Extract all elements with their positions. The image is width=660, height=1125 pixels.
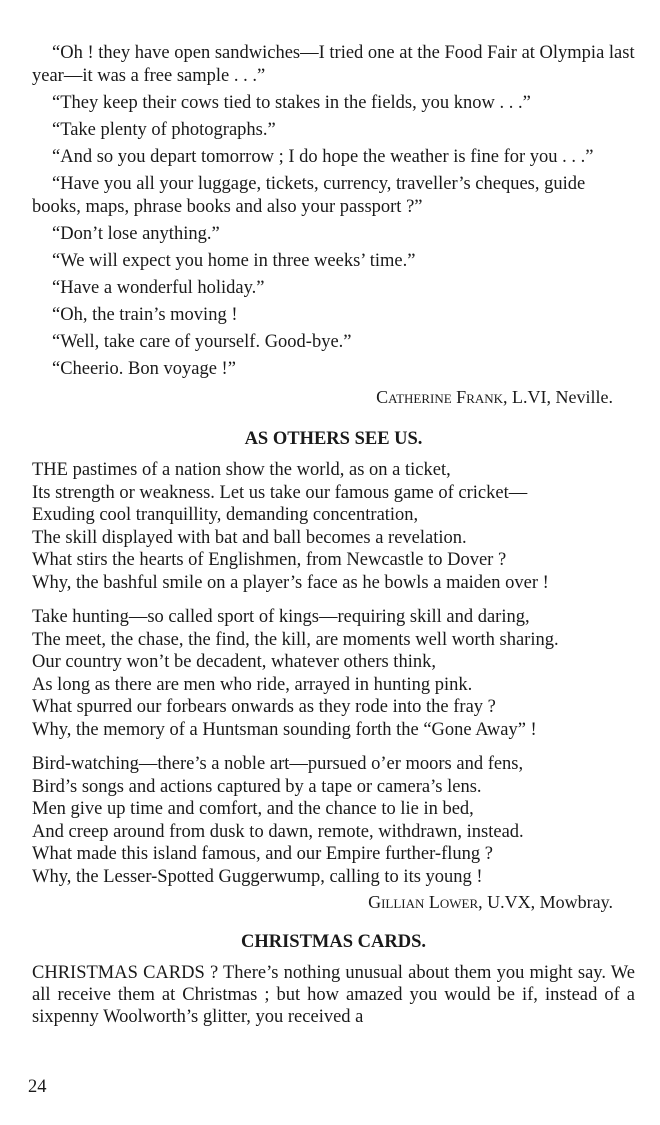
author-form: , L.VI, Neville.	[503, 387, 613, 407]
poem-line: THE pastimes of a nation show the world, as on a ticket,	[32, 460, 451, 480]
author-name: Gillian Lower	[368, 892, 479, 912]
dialogue-line: “And so you depart tomorrow ; I do hope the weather is fine for you . . .”	[52, 147, 594, 167]
author-signature	[32, 385, 613, 409]
poem-line: And creep around from dusk to dawn, remote, withdrawn, instead.	[32, 821, 524, 842]
dialogue-line: “We will expect you home in three weeks’ time.”	[52, 251, 416, 271]
poem-line: Why, the bashful smile on a player’s face as he bowls a maiden over !	[32, 572, 549, 593]
section-title: CHRISTMAS CARDS.	[240, 932, 427, 952]
poem-line: What spurred our forbears onwards as they rode into the fray ?	[32, 697, 496, 717]
poem-line: Why, the Lesser-Spotted Guggerwump, calling to its young !	[32, 866, 483, 887]
poem-line: The meet, the chase, the find, the kill, are moments well worth sharing.	[32, 629, 559, 650]
poem-stanza	[32, 459, 635, 594]
dialogue-section	[32, 42, 635, 381]
poem-stanza	[32, 753, 635, 888]
poem-line: Exuding cool tranquillity, demanding concentration,	[32, 505, 419, 525]
poem-line: What made this island famous, and our Empire further-flung ?	[32, 844, 493, 864]
dialogue-line: “Well, take care of yourself. Good-bye.”	[52, 332, 352, 352]
author-signature	[32, 890, 613, 914]
poem-line: Men give up time and comfort, and the chance to lie in bed,	[32, 799, 474, 819]
dialogue-line: “Take plenty of photographs.”	[52, 120, 276, 140]
dialogue-line: “Oh ! they have open sandwiches—I tried one at the Food Fair at Olympia last year—it was a free sample . . .”	[32, 43, 635, 86]
poem-line: Take hunting—so called sport of kings—requiring skill and daring,	[32, 607, 530, 627]
poem-stanza	[32, 606, 635, 741]
author-name: Catherine Frank	[376, 387, 504, 407]
poem-line: The skill displayed with bat and ball becomes a revelation.	[32, 527, 467, 548]
poem-line: What stirs the hearts of Englishmen, from Newcastle to Dover ?	[32, 550, 507, 570]
dialogue-line: “Oh, the train’s moving !	[52, 305, 238, 325]
dialogue-line: “Have a wonderful holiday.”	[52, 278, 265, 298]
poem-line: Bird-watching—there’s a noble art—pursued o’er moors and fens,	[32, 754, 524, 774]
poem-line: As long as there are men who ride, arrayed in hunting pink.	[32, 674, 473, 695]
poem-line: Why, the memory of a Huntsman sounding forth the “Gone Away” !	[32, 719, 537, 740]
poem-title: AS OTHERS SEE US.	[244, 429, 423, 449]
poem-line: Our country won’t be decadent, whatever others think,	[32, 652, 436, 672]
page-number: 24	[28, 1077, 47, 1097]
dialogue-line: “They keep their cows tied to stakes in the fields, you know . . .”	[52, 93, 531, 113]
author-form: , U.VX, Mowbray.	[478, 892, 613, 912]
dialogue-line: “Don’t lose anything.”	[52, 224, 220, 244]
dialogue-line: “Cheerio. Bon voyage !”	[52, 359, 236, 379]
page-content	[32, 42, 635, 1028]
poem-line: Bird’s songs and actions captured by a tape or camera’s lens.	[32, 776, 482, 797]
poem-line: Its strength or weakness. Let us take our famous game of cricket—	[32, 482, 528, 503]
dialogue-line: “Have you all your luggage, tickets, currency, traveller’s cheques, guide books, maps, phrase books and also your passport ?”	[32, 174, 586, 217]
christmas-cards-text: CHRISTMAS CARDS ? There’s nothing unusual about them you might say. We all receive them at Christmas ; but how amazed you would be if, instead of a sixpenny Woolworth’s glitter, you received a	[32, 963, 635, 1027]
